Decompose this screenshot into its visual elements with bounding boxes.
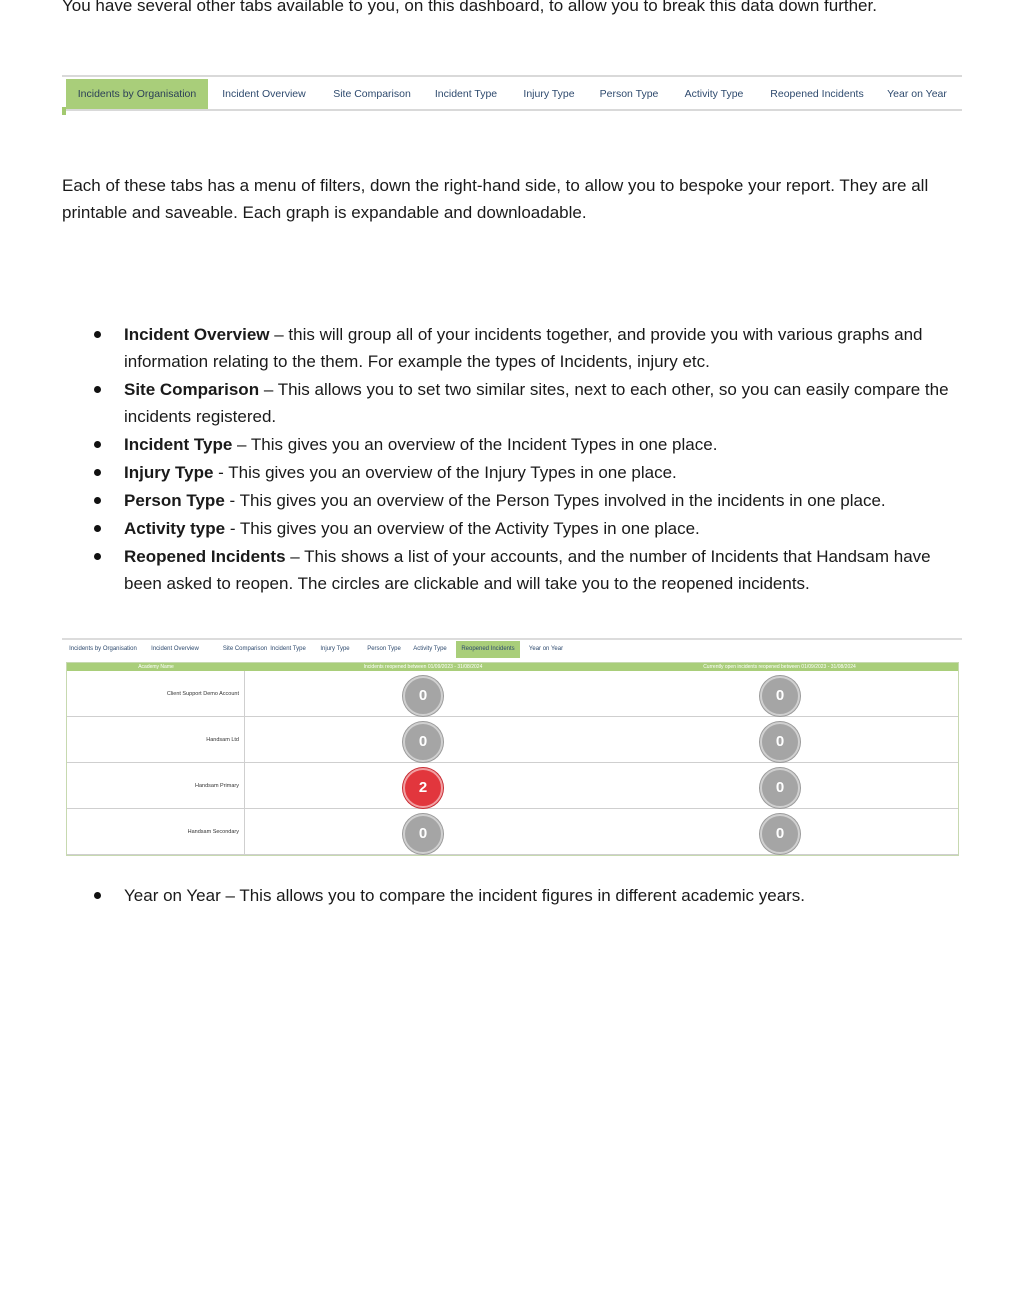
tab-description-list [124, 321, 964, 598]
list-item [124, 376, 964, 430]
list-item [124, 487, 964, 514]
filters-paragraph: Each of these tabs has a menu of filters, down the right-hand side, to allow you to bespoke your report. They are all printable and saveable. Each graph is expandable and downloadable. [62, 176, 929, 222]
academy-name: Handsam Primary [67, 763, 245, 808]
open-count-circle[interactable]: 0 [760, 814, 800, 854]
reopened-count-circle[interactable]: 0 [403, 814, 443, 854]
list-item [124, 459, 964, 486]
tab-injury-type[interactable]: Injury Type [523, 88, 575, 100]
list-item-year-on-year: Year on Year – This allows you to compare the incident figures in different academic years. [124, 882, 964, 909]
tab-year-on-year[interactable]: Year on Year [528, 646, 564, 652]
tab-incident-overview[interactable]: Incident Overview [222, 88, 306, 100]
tab-person-type[interactable]: Person Type [599, 88, 659, 100]
bullet-term: Incident Type [124, 435, 233, 454]
header-reopened: Incidents reopened between 01/09/2023 - 31/08/2024 [363, 664, 483, 670]
tab-year-on-year[interactable]: Year on Year [887, 88, 947, 100]
tab-incidents-by-organisation[interactable]: Incidents by Organisation [66, 79, 208, 109]
tab-activity-type[interactable]: Activity Type [684, 88, 744, 100]
bullet-text: – This gives you an overview of the Incident Types in one place. [232, 435, 718, 454]
bullet-text: - This gives you an overview of the Activity Types in one place. [225, 519, 700, 538]
academy-name: Client Support Demo Account [67, 671, 245, 716]
bullet-term: Person Type [124, 491, 225, 510]
bullet-term: Injury Type [124, 463, 214, 482]
bullet-text: – This allows you to set two similar sites, next to each other, so you can easily compare the incidents registered. [124, 380, 949, 426]
tab-incident-type[interactable]: Incident Type [270, 646, 306, 652]
open-count-circle[interactable]: 0 [760, 768, 800, 808]
dashboard-tab-bar [62, 75, 962, 111]
tab-injury-type[interactable]: Injury Type [320, 646, 350, 652]
bullet-text: - This gives you an overview of the Person Types involved in the incidents in one place. [224, 491, 886, 510]
list-item [124, 431, 964, 458]
list-item [124, 543, 964, 597]
bullet-term: Site Comparison [124, 380, 260, 399]
tab-person-type[interactable]: Person Type [367, 646, 401, 652]
bullet-text: – This shows a list of your accounts, and the number of Incidents that Handsam have been asked to reopen. The circles are clickable and will take you to the reopened incidents. [124, 547, 931, 593]
table-row [67, 717, 958, 763]
reopened-count-circle[interactable]: 2 [403, 768, 443, 808]
year-on-year-list [124, 882, 964, 910]
tab-site-comparison[interactable]: Site Comparison [222, 646, 268, 652]
academy-name: Handsam Ltd [67, 717, 245, 762]
table-header [67, 663, 958, 671]
table-row [67, 763, 958, 809]
bullet-text: – this will group all of your incidents together, and provide you with various graphs and information relating to the them. For example the types of Incidents, injury etc. [124, 325, 923, 371]
list-item [124, 321, 964, 375]
bullet-text: - This gives you an overview of the Injury Types in one place. [213, 463, 677, 482]
tab-activity-type[interactable]: Activity Type [413, 646, 447, 652]
header-currently-open: Currently open incidents reopened between 01/09/2023 - 31/08/2024 [703, 664, 856, 670]
bullet-term: Incident Overview [124, 325, 270, 344]
tab-incident-type[interactable]: Incident Type [434, 88, 498, 100]
bullet-term: Activity type [124, 519, 226, 538]
open-count-circle[interactable]: 0 [760, 722, 800, 762]
reopened-count-circle[interactable]: 0 [403, 722, 443, 762]
header-academy-name: Academy Name [138, 664, 174, 670]
tab-site-comparison[interactable]: Site Comparison [333, 88, 411, 100]
academy-name: Handsam Secondary [67, 809, 245, 854]
reopened-incidents-screenshot [62, 638, 962, 858]
tab-incident-overview[interactable]: Incident Overview [151, 646, 199, 652]
bullet-term: Reopened Incidents [124, 547, 286, 566]
list-item [124, 515, 964, 542]
table-row [67, 809, 958, 855]
reopened-count-circle[interactable]: 0 [403, 676, 443, 716]
table-row [67, 671, 958, 717]
open-count-circle[interactable]: 0 [760, 676, 800, 716]
reopened-incidents-table [66, 662, 959, 856]
intro-paragraph: You have several other tabs available to you, on this dashboard, to allow you to break this data down further. [62, 0, 877, 15]
reopened-tab-bar [62, 638, 962, 658]
tab-reopened-incidents[interactable]: Reopened Incidents [770, 88, 864, 100]
tab-reopened-incidents[interactable]: Reopened Incidents [456, 641, 520, 658]
tab-incidents-by-organisation[interactable]: Incidents by Organisation [69, 646, 137, 652]
